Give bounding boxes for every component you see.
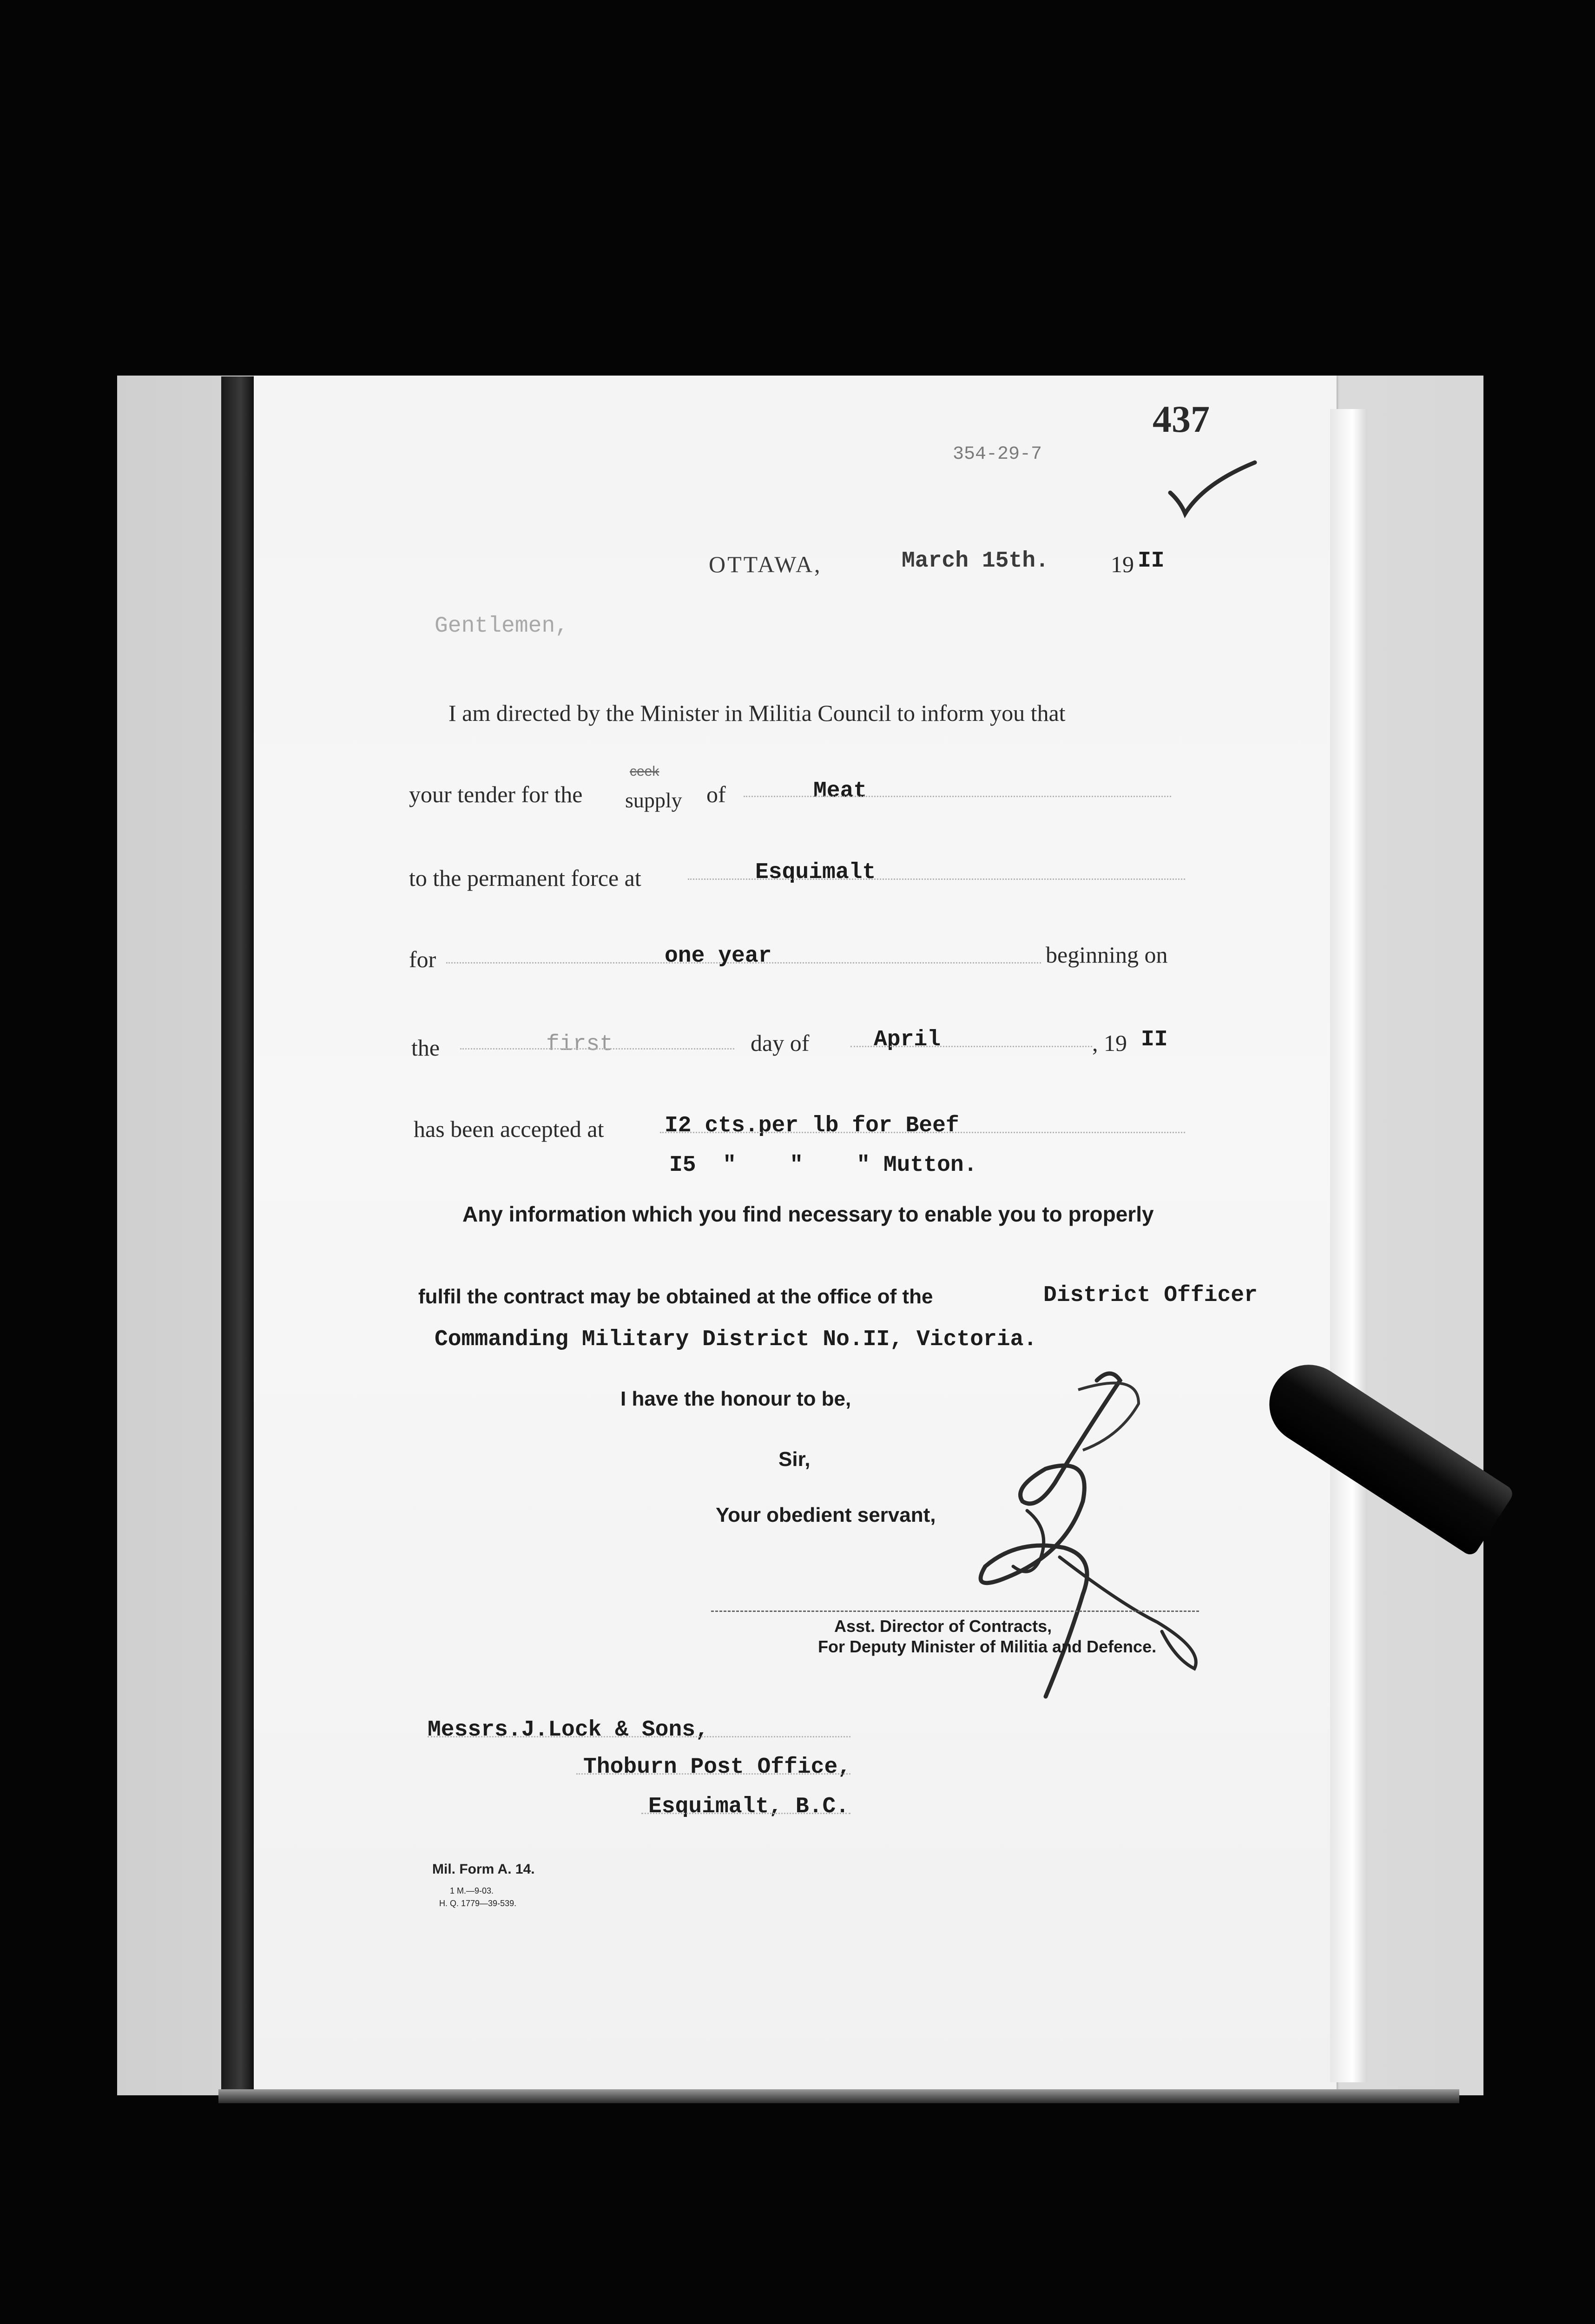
servant-line: Your obedient servant,	[716, 1504, 936, 1526]
information-line: Any information which you find necessary to enable you to properly	[462, 1202, 1154, 1226]
price-line-1: I2 cts.per lb for Beef	[665, 1113, 959, 1138]
of-word: of	[706, 781, 726, 807]
addressee-rule-3	[641, 1813, 850, 1814]
document-page	[254, 376, 1337, 2091]
file-reference: 354-29-7	[953, 444, 1042, 465]
addressee-line-1: Messrs.J.Lock & Sons,	[428, 1717, 709, 1743]
salutation: Gentlemen,	[435, 614, 569, 639]
start-year-prefix: , 19	[1092, 1030, 1127, 1056]
start-month-value: April	[874, 1027, 941, 1052]
location-value: Esquimalt	[755, 860, 876, 885]
addressee-line-3: Esquimalt, B.C.	[648, 1794, 850, 1819]
for-word: for	[409, 946, 436, 972]
accepted-prefix: has been accepted at	[414, 1116, 604, 1142]
signature-title-2: For Deputy Minister of Militia and Defence.	[818, 1637, 1157, 1656]
binding-spine	[221, 376, 254, 2096]
check-mark-icon	[1167, 460, 1259, 523]
fulfil-line: fulfil the contract may be obtained at the office of the	[418, 1285, 933, 1308]
body-line-1: I am directed by the Minister in Militia Council to inform you that	[448, 700, 1066, 726]
beginning-word: beginning on	[1046, 942, 1168, 968]
location-line	[688, 878, 1185, 880]
start-year-value: II	[1141, 1027, 1168, 1052]
start-day-value: first	[546, 1032, 613, 1057]
sir-line: Sir,	[778, 1448, 811, 1471]
addressee-rule-2	[576, 1773, 850, 1775]
letter-year-prefix: 19	[1111, 551, 1134, 577]
officer-value-2: Commanding Military District No.II, Victoria.	[435, 1327, 1037, 1352]
signature-title-1: Asst. Director of Contracts,	[834, 1617, 1052, 1636]
start-month-line	[850, 1046, 1092, 1047]
the-word: the	[411, 1035, 440, 1061]
letter-date: March 15th.	[902, 548, 1049, 574]
commodity-line	[744, 796, 1171, 797]
form-print-2: H. Q. 1779—39-539.	[439, 1899, 517, 1908]
addressee-line-2: Thoburn Post Office,	[583, 1755, 851, 1780]
folio-number: 437	[1153, 398, 1210, 440]
page-shadow	[218, 2089, 1459, 2103]
place-label: OTTAWA,	[709, 551, 822, 577]
form-print-1: 1 M.—9-03.	[450, 1886, 494, 1895]
form-name: Mil. Form A. 14.	[432, 1862, 535, 1877]
signature-line	[711, 1611, 1199, 1612]
force-prefix: to the permanent force at	[409, 865, 641, 891]
struck-word: ceek	[630, 764, 659, 779]
letter-year: II	[1138, 548, 1165, 574]
start-day-line	[460, 1048, 734, 1050]
period-value: one year	[665, 944, 772, 969]
price-line	[660, 1132, 1185, 1133]
page-edge	[1330, 409, 1367, 2082]
commodity-value: Meat	[813, 779, 867, 804]
addressee-rule-1	[428, 1736, 850, 1737]
price-line-2: I5 " " " Mutton.	[669, 1153, 977, 1178]
day-of-word: day of	[751, 1030, 810, 1056]
handwritten-signature	[943, 1362, 1241, 1727]
supply-word: supply	[625, 788, 682, 812]
honour-line: I have the honour to be,	[620, 1387, 851, 1410]
officer-value-1: District Officer	[1043, 1283, 1258, 1308]
tender-prefix: your tender for the	[409, 781, 583, 807]
